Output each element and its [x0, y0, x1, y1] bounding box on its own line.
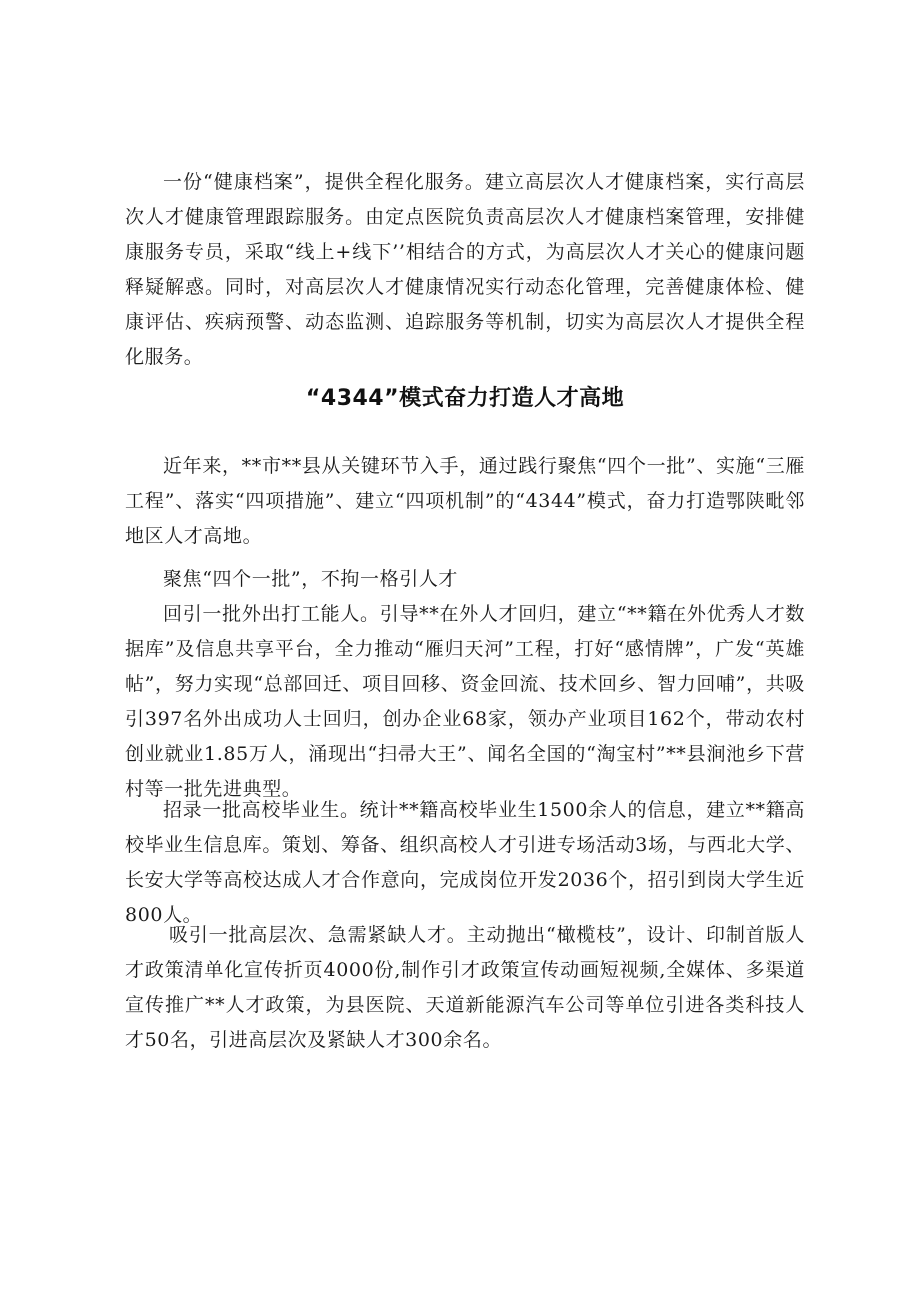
paragraph-graduates: 招录一批高校毕业生。统计**籍高校毕业生1500余人的信息，建立**籍高校毕业生信息库。策划、筹备、组织高校人才引进专场活动3场，与西北大学、长安大学等高校达成人才合作意向，完成岗位开发2036个，招引到岗大学生近800人。 — [125, 799, 805, 926]
subheading-four-batches: 聚焦“四个一批”，不拘一格引人才 — [163, 568, 459, 590]
paragraph-high-level-talent: 吸引一批高层次、急需紧缺人才。主动抛出“橄榄枝”，设计、印制首版人才政策清单化宣传折页4000份,制作引才政策宣传动画短视频,全媒体、多渠道宣传推广**人才政策，为县医院、天道新能源汽车公司等单位引进各类科技人才50名，引进高层次及紧缺人才300余名。 — [125, 924, 805, 1051]
paragraph-return-workers: 回引一批外出打工能人。引导**在外人才回归，建立“**籍在外优秀人才数据库”及信息共享平台，全力推动“雁归天河”工程，打好“感情牌”，广发“英雄帖”，努力实现“总部回迁、项目回移、资金回流、技术回乡、智力回哺”，共吸引397名外出成功人士回归，创办企业68家，领办产业项目162个，带动农村创业就业1.85万人，涌现出“扫帚大王”、闻名全国的“淘宝村”**县涧池乡下营村等一批先进典型。 — [125, 603, 805, 800]
section-title: “4344”模式奋力打造人才高地 — [305, 386, 625, 411]
paragraph-intro: 近年来，**市**县从关键环节入手，通过践行聚焦“四个一批”、实施“三雁工程”、落实“四项措施”、建立“四项机制”的“4344”模式，奋力打造鄂陕毗邻地区人才高地。 — [125, 455, 805, 547]
paragraph-health-archive: 一份“健康档案”，提供全程化服务。建立高层次人才健康档案，实行高层次人才健康管理跟踪服务。由定点医院负责高层次人才健康档案管理，安排健康服务专员，采取“线上+线下’’相结合的方式，为高层次人才关心的健康问题释疑解惑。同时，对高层次人才健康情况实行动态化管理，完善健康体检、健康评估、疾病预警、动态监测、追踪服务等机制，切实为高层次人才提供全程化服务。 — [125, 171, 805, 368]
